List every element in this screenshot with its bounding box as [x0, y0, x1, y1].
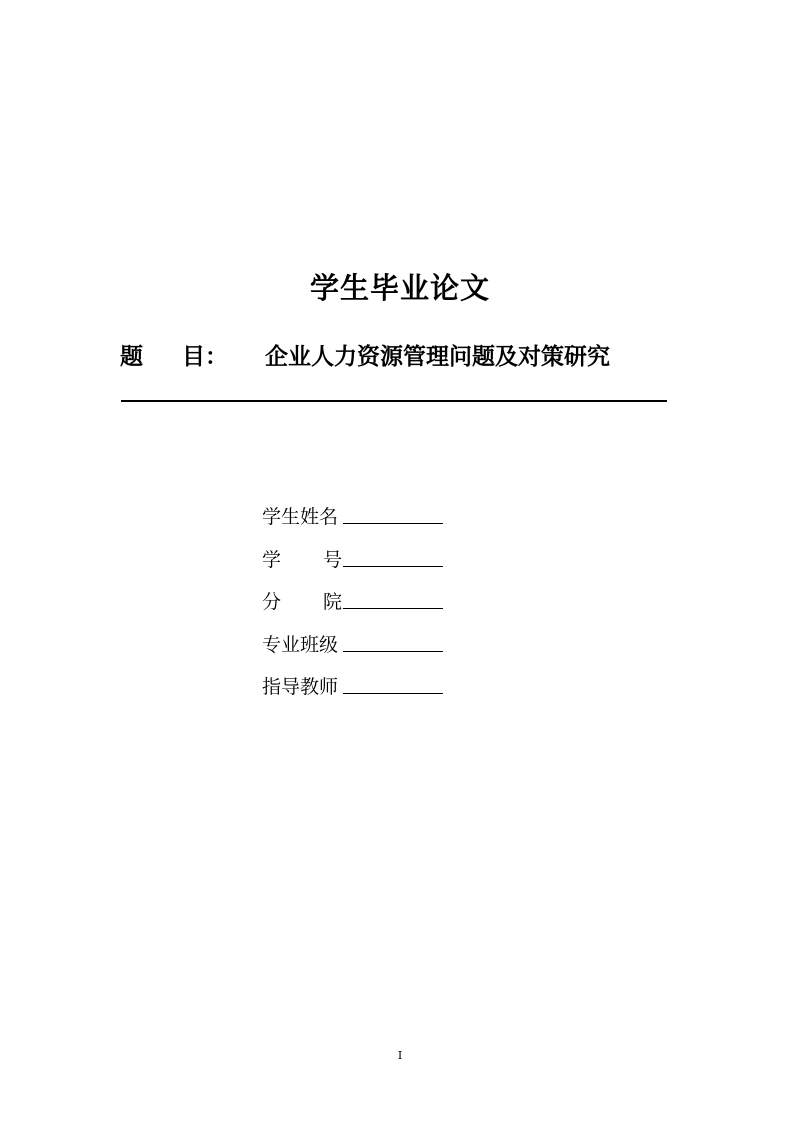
topic-label-char-2: 目：	[182, 344, 228, 370]
field-label-char: 分	[262, 591, 282, 613]
field-blank-line	[343, 651, 443, 652]
field-label: 指导教师	[262, 676, 339, 698]
field-school	[262, 587, 462, 630]
student-info-list	[262, 502, 462, 715]
document-title: 学生毕业论文	[309, 271, 490, 305]
field-blank-line	[343, 608, 443, 609]
field-blank-line	[343, 693, 443, 694]
page-number: I	[397, 1049, 403, 1062]
field-label-char: 院	[322, 591, 342, 613]
field-blank-line	[343, 523, 443, 524]
field-label: 专业班级	[262, 633, 339, 656]
field-label-char: 学	[262, 548, 282, 571]
field-label	[262, 545, 342, 573]
field-major-class	[262, 630, 462, 673]
topic-value: 企业人力资源管理问题及对策研究	[265, 344, 610, 370]
field-student-id	[262, 545, 462, 588]
field-advisor	[262, 672, 462, 715]
field-student-name	[262, 502, 462, 545]
field-blank-line	[343, 566, 443, 567]
topic-underline	[121, 400, 667, 402]
field-label: 学生姓名	[262, 506, 339, 528]
topic-row	[120, 338, 680, 372]
topic-label-char-1: 题	[120, 344, 143, 370]
field-label	[262, 587, 342, 615]
field-label-char: 号	[322, 548, 342, 571]
